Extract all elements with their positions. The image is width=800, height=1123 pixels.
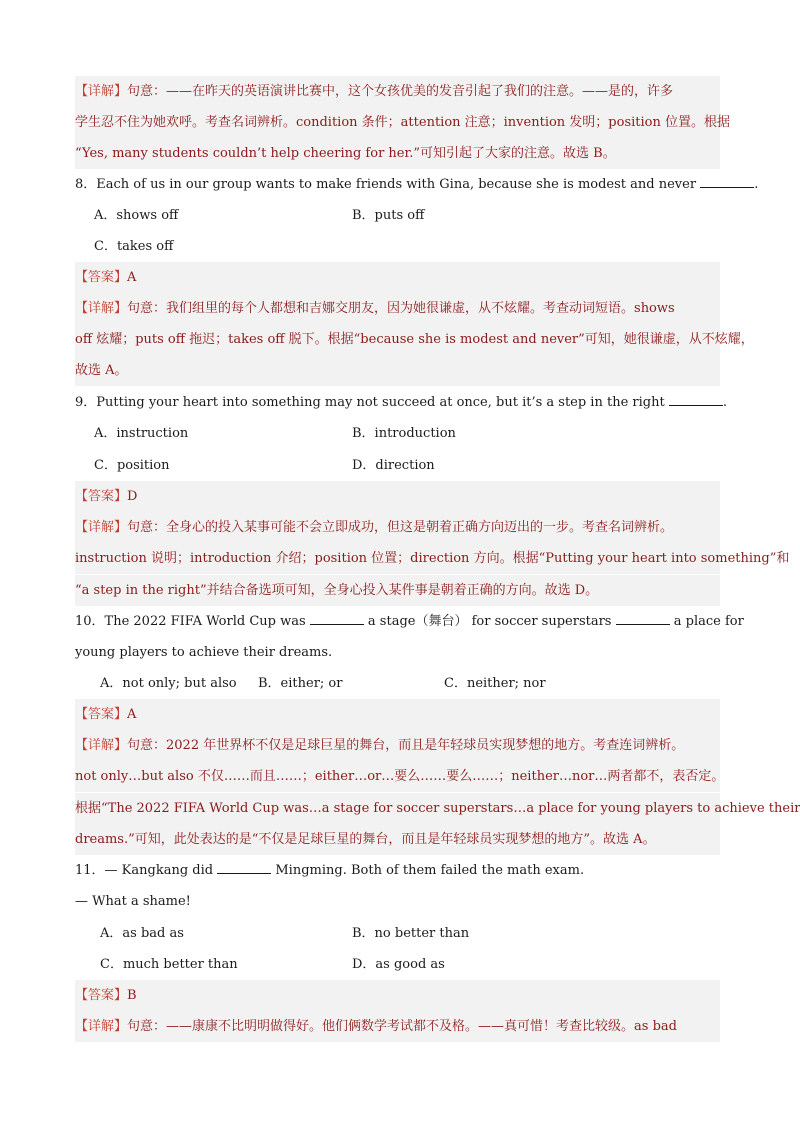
answer-blank	[616, 608, 670, 625]
q10-explanation-line-3: 根据“The 2022 FIFA World Cup was…a stage for soccer superstars…a place for young players to achieve their	[75, 793, 720, 824]
q10-option-b: B．either; or	[258, 676, 343, 691]
q8-option-b: B．puts off	[352, 208, 425, 223]
q8-options-row-1	[75, 200, 720, 231]
q11-option-b: B．no better than	[352, 926, 470, 941]
q10-explanation-line-1: 【详解】句意：2022 年世界杯不仅是足球巨星的舞台，而且是年轻球员实现梦想的地方。考查连词辨析。	[75, 730, 720, 761]
q8-explanation-line-3: 故选 A。	[75, 355, 720, 386]
q11-option-d: D．as good as	[352, 957, 445, 972]
q8-explanation-line-1: 【详解】句意：我们组里的每个人都想和吉娜交朋友，因为她很谦虚，从不炫耀。考查动词短语。shows	[75, 293, 720, 324]
q8-option-c: C．takes off	[94, 239, 174, 254]
answer-blank	[310, 608, 364, 625]
q8-explanation-line-2: off 炫耀；puts off 拖迟；takes off 脱下。根据“because she is modest and never”可知，她很谦虚，从不炫耀，	[75, 324, 720, 355]
q9-options-row-2	[75, 450, 720, 481]
q10-option-c: C．neither; nor	[444, 676, 546, 691]
q11-option-a: A．as bad as	[100, 926, 184, 941]
q7-explanation-line-1: 【详解】句意：——在昨天的英语演讲比赛中，这个女孩优美的发音引起了我们的注意。——是的，许多	[75, 76, 720, 107]
q10-stem-line-2: young players to achieve their dreams.	[75, 645, 333, 660]
q11-stem-line-1: 11．— Kangkang did Mingming. Both of them failed the math exam.	[75, 855, 720, 886]
q11-options-row-2	[75, 949, 720, 980]
q7-explanation-line-3: “Yes, many students couldn’t help cheering for her.”可知引起了大家的注意。故选 B。	[75, 138, 720, 169]
q9-stem: 9．Putting your heart into something may not succeed at once, but it’s a step in the right .	[75, 387, 720, 418]
q10-explanation-line-4: dreams.”可知，此处表达的是“不仅是足球巨星的舞台，而且是年轻球员实现梦想的地方”。故选 A。	[75, 824, 720, 855]
q9-explanation-line-3: “a step in the right”并结合备选项可知，全身心投入某件事是朝着正确的方向。故选 D。	[75, 575, 720, 606]
q10-options-row	[75, 668, 720, 699]
answer-blank	[700, 171, 754, 188]
q11-option-c: C．much better than	[100, 957, 238, 972]
q11-stem-line-2: — What a shame!	[75, 894, 191, 909]
q8-options-row-2	[75, 231, 720, 262]
q10-answer: 【答案】A	[75, 699, 720, 730]
q9-explanation-line-2: instruction 说明；introduction 介绍；position 位置；direction 方向。根据“Putting your heart into something”和	[75, 543, 720, 574]
q9-explanation-line-1: 【详解】句意：全身心的投入某事可能不会立即成功，但这是朝着正确方向迈出的一步。考查名词辨析。	[75, 512, 720, 543]
q9-option-b: B．introduction	[352, 426, 456, 441]
q8-answer: 【答案】A	[75, 262, 720, 293]
q11-options-row-1	[75, 918, 720, 949]
q10-stem-line-1: 10．The 2022 FIFA World Cup was a stage（舞台） for soccer superstars a place for	[75, 606, 720, 637]
q11-explanation-line-1: 【详解】句意：——康康不比明明做得好。他们俩数学考试都不及格。——真可惜！考查比较级。as bad	[75, 1011, 720, 1042]
answer-blank	[669, 389, 723, 406]
q9-options-row-1	[75, 418, 720, 449]
q9-option-c: C．position	[94, 458, 170, 473]
q9-answer: 【答案】D	[75, 481, 720, 512]
q10-option-a: A．not only; but also	[100, 676, 237, 691]
q7-explanation-line-2: 学生忍不住为她欢呼。考查名词辨析。condition 条件；attention 注意；invention 发明；position 位置。根据	[75, 107, 720, 138]
q11-answer: 【答案】B	[75, 980, 720, 1011]
q9-option-d: D．direction	[352, 458, 435, 473]
q10-explanation-line-2: not only…but also 不仅……而且……；either…or…要么……要么……；neither…nor…两者都不，表否定。	[75, 761, 720, 792]
q9-option-a: A．instruction	[94, 426, 189, 441]
q8-option-a: A．shows off	[94, 208, 179, 223]
answer-blank	[217, 857, 271, 874]
q8-stem: 8．Each of us in our group wants to make friends with Gina, because she is modest and never .	[75, 169, 720, 200]
